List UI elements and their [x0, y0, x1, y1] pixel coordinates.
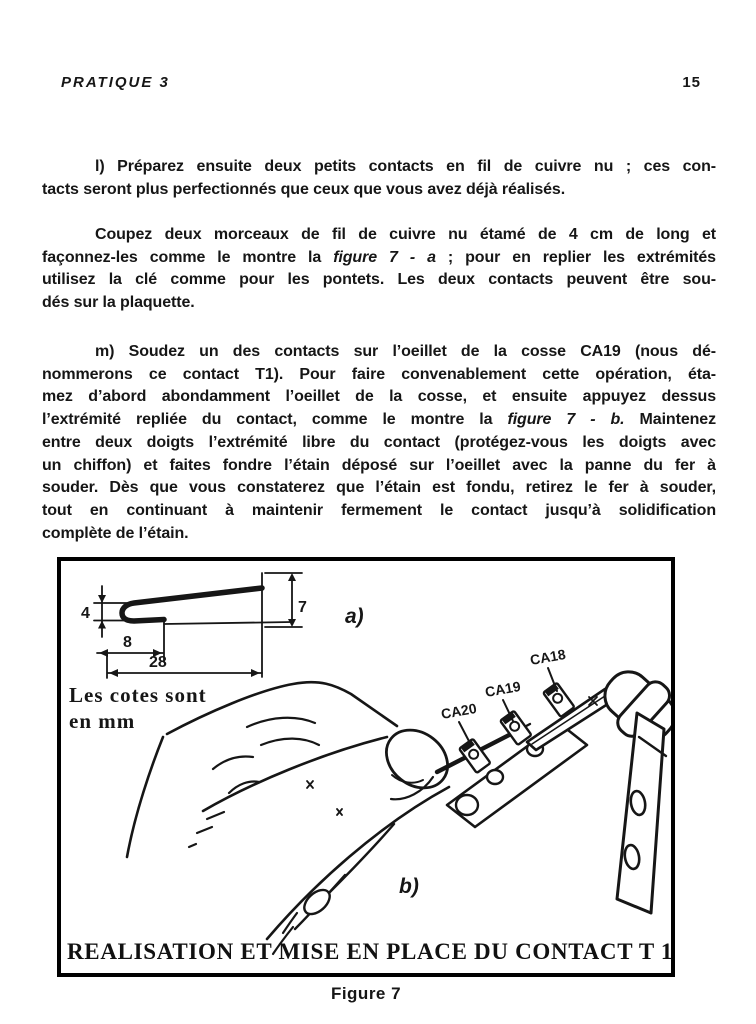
- terminal-strip: [440, 646, 587, 827]
- body-line: entre deux doigts l’extrémité libre du contact (protégez-vous les doigts avec: [42, 433, 716, 451]
- figure-7-illustration: [61, 561, 674, 973]
- paragraph-coupez: [42, 224, 716, 315]
- contact-profile: [122, 588, 262, 621]
- figure-7-frame: [57, 557, 675, 977]
- body-line: tacts seront plus perfectionnés que ceux que vous avez déjà réalisés.: [42, 180, 566, 198]
- body-line: souder. Dès que vous constaterez que l’étain est fondu, retirez le fer à souder,: [42, 479, 716, 497]
- dimension-28: 28: [149, 654, 167, 671]
- body-line: Coupez deux morceaux de fil de cuivre nu étamé de 4 cm de long et: [95, 226, 716, 243]
- body-line: nommerons ce contact T1). Pour faire convenablement cette opération, éta-: [42, 365, 716, 383]
- lug-ca20: [459, 739, 490, 773]
- terminal-label-ca20: CA20: [439, 699, 478, 722]
- dimension-7: 7: [298, 599, 307, 616]
- terminal-label-ca18: CA18: [528, 645, 567, 668]
- body-line: façonnez-les comme le montre la figure 7 - a ; pour en replier les extrémités: [42, 248, 716, 266]
- figure-inner-caption: REALISATION ET MISE EN PLACE DU CONTACT T 1: [67, 939, 674, 964]
- contact-dimension-drawing: [81, 573, 364, 678]
- body-line: m) Soudez un des contacts sur l’oeillet de la cosse CA19 (nous dé-: [95, 343, 716, 360]
- body-line: l) Préparez ensuite deux petits contacts en fil de cuivre nu ; ces con-: [95, 158, 716, 175]
- running-title: PRATIQUE 3: [61, 74, 170, 91]
- dimension-8: 8: [123, 634, 132, 651]
- page-header: [61, 74, 701, 91]
- sublabel-a: a): [345, 605, 364, 628]
- body-line: tout en continuant à maintenir fermement le contact jusqu’à solidification: [42, 501, 716, 519]
- body-line: utilisez la clé comme pour les pontets. Les deux contacts peuvent être sou-: [42, 271, 716, 289]
- lug-ca19: [500, 711, 531, 745]
- figure-caption: Figure 7: [330, 984, 402, 1003]
- terminal-label-ca19: CA19: [483, 677, 522, 700]
- finger-nail: [300, 885, 334, 918]
- dimension-4: 4: [81, 605, 90, 622]
- units-note-line2: en mm: [69, 709, 136, 733]
- sublabel-b: b): [399, 875, 419, 898]
- body-line: l’extrémité repliée du contact, comme le montre la figure 7 - b. Maintenez: [42, 411, 716, 429]
- page-number: 15: [682, 74, 701, 91]
- body-line: dés sur la plaquette.: [42, 294, 195, 312]
- paragraph-m: [42, 341, 716, 545]
- paragraph-l: [42, 156, 716, 201]
- body-line: complète de l’étain.: [42, 524, 189, 542]
- units-note-line1: Les cotes sont: [69, 683, 207, 707]
- body-line: un chiffon) et faites fondre l’étain déposé sur l’oeillet avec la panne du fer à: [42, 456, 716, 474]
- body-line: mez d’abord abondamment l’oeillet de la cosse, et ensuite appuyez dessus: [42, 388, 716, 406]
- hand-sketch: [127, 682, 459, 954]
